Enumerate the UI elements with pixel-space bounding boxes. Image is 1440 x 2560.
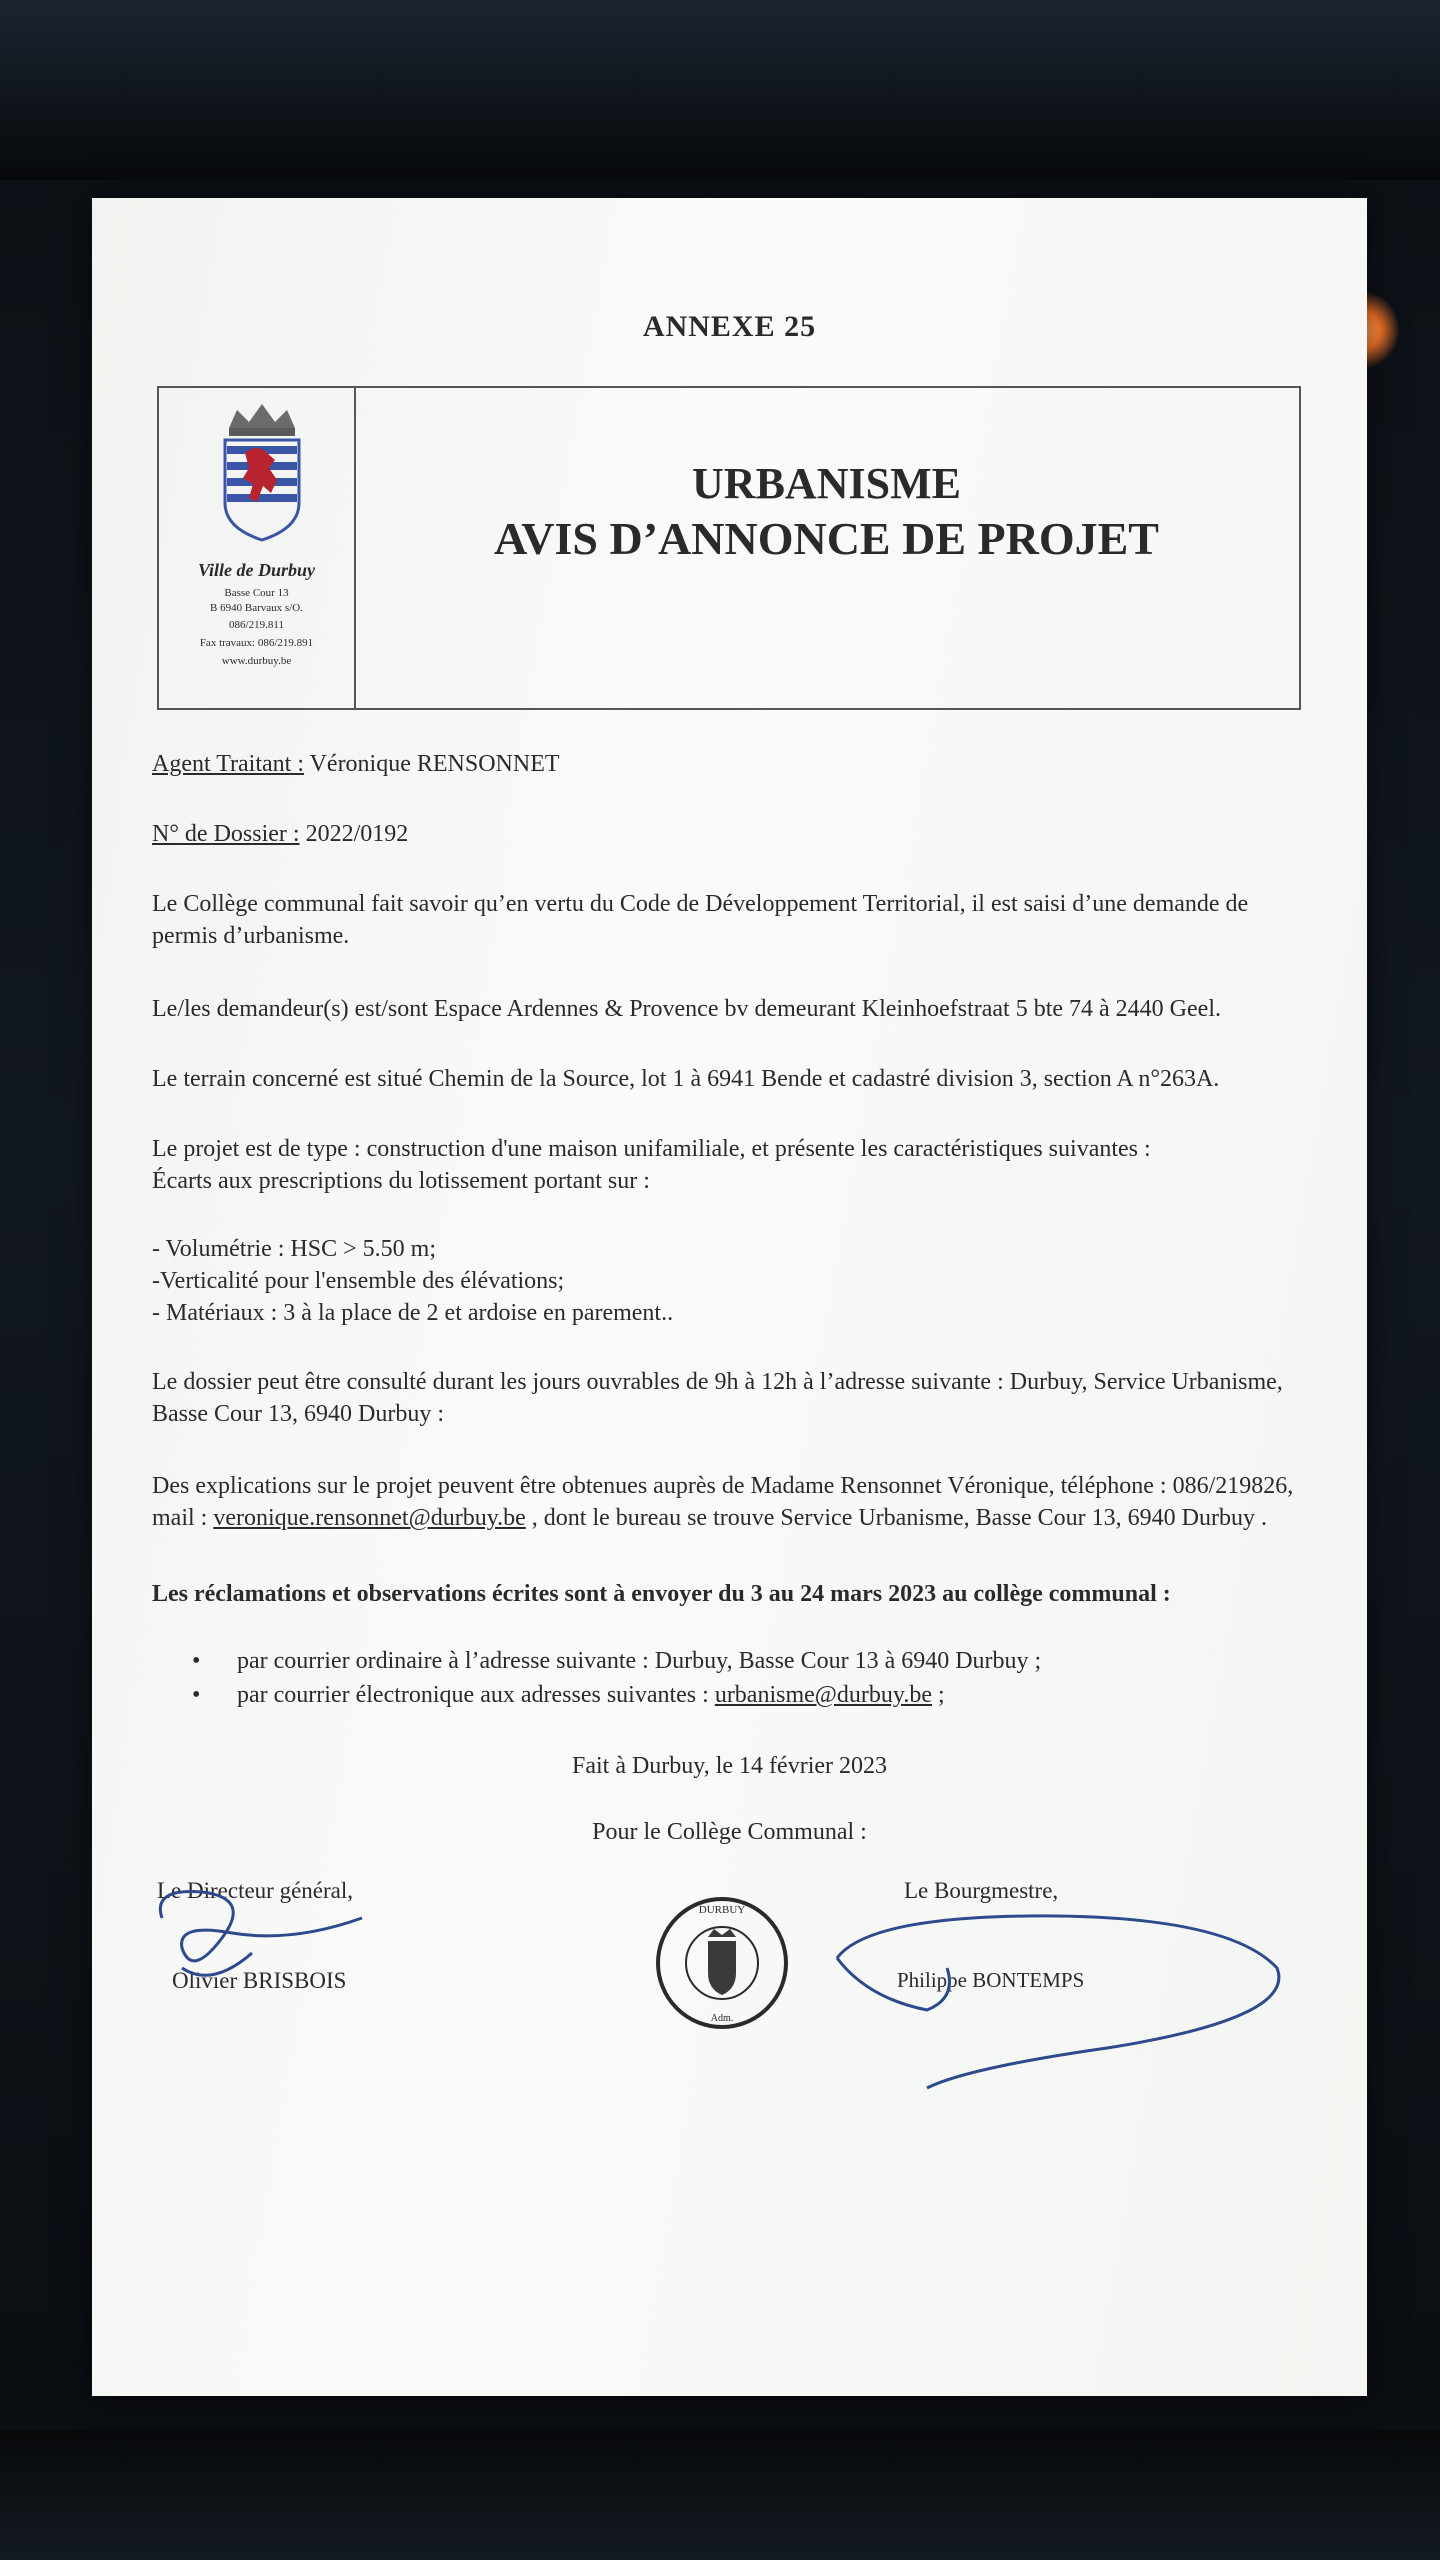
- date-place-line: Fait à Durbuy, le 14 février 2023: [571, 1753, 888, 1779]
- municipality-name: Ville de Durbuy: [197, 560, 315, 580]
- director-name: Olivier BRISBOIS: [172, 1968, 347, 1993]
- mayor-signature-icon: [807, 1898, 1287, 2098]
- project-type-line: Le projet est de type : construction d'une maison unifamiliale, et présente les caractéristiques suivantes :: [152, 1136, 1151, 1162]
- notice-document: [92, 198, 1367, 2396]
- annex-number: ANNEXE 25: [642, 310, 817, 343]
- complaint-channels-list: [192, 1644, 1307, 1712]
- email-channel-item: [192, 1678, 1307, 1712]
- dossier-label: N° de Dossier :: [152, 821, 300, 847]
- director-signature-icon: [142, 1878, 382, 2008]
- agent-label: Agent Traitant :: [152, 751, 305, 777]
- website-line: www.durbuy.be: [221, 655, 292, 667]
- document-subtitle: AVIS D’ANNONCE DE PROJET: [494, 513, 1159, 564]
- land-paragraph: Le terrain concerné est situé Chemin de la Source, lot 1 à 6941 Bende et cadastré division 3, section A n°263A.: [152, 1066, 1220, 1092]
- document-title: URBANISME: [692, 459, 961, 508]
- fax-line: Fax travaux: 086/219.891: [199, 637, 314, 649]
- college-line: Pour le Collège Communal :: [592, 1819, 867, 1845]
- address-line: Basse Cour 13: [224, 587, 289, 599]
- document-header: [157, 386, 1301, 710]
- agent-line: [152, 748, 1307, 780]
- mayor-name: Philippe BONTEMPS: [897, 1968, 1085, 1992]
- contact-email-link[interactable]: veronique.rensonnet@durbuy.be: [213, 1505, 526, 1531]
- deviation-item: - Matériaux : 3 à la place de 2 et ardoise en parement..: [152, 1300, 674, 1326]
- complaints-heading: Les réclamations et observations écrites sont à envoyer du 3 au 24 mars 2023 au collège communal :: [152, 1581, 1171, 1607]
- contact-text: Des explications sur le projet peuvent être obtenues auprès de Madame Rensonnet Véronique, téléphone : 086/219826, mail :: [152, 1473, 1294, 1531]
- urbanisme-email-link[interactable]: urbanisme@durbuy.be: [714, 1682, 932, 1708]
- municipality-logo-block: [159, 388, 356, 708]
- official-stamp-icon: [652, 1893, 792, 2033]
- director-title: Le Directeur général,: [157, 1878, 354, 1903]
- contact-text-end: , dont le bureau se trouve Service Urbanisme, Basse Cour 13, 6940 Durbuy .: [525, 1505, 1267, 1531]
- deviation-item: - Volumétrie : HSC > 5.50 m;: [152, 1236, 436, 1262]
- svg-text:Adm.: Adm.: [710, 2013, 734, 2024]
- email-channel-text: par courrier électronique aux adresses suivantes :: [237, 1682, 715, 1708]
- postal-channel-item: • par courrier ordinaire à l’adresse suivante : Durbuy, Basse Cour 13 à 6940 Durbuy ;: [192, 1644, 1307, 1678]
- applicant-paragraph: Le/les demandeur(s) est/sont Espace Ardennes & Provence bv demeurant Kleinhoefstraat 5 bte 74 à 2440 Geel.: [152, 996, 1221, 1022]
- phone-line: 086/219.811: [229, 619, 284, 631]
- email-channel-end: ;: [931, 1682, 945, 1708]
- screen-frame-top: [0, 0, 1440, 180]
- deviations-intro: Écarts aux prescriptions du lotissement portant sur :: [152, 1168, 650, 1194]
- svg-text:DURBUY: DURBUY: [698, 1904, 746, 1916]
- address-line: B 6940 Barvaux s/O.: [210, 602, 303, 614]
- consultation-paragraph: Le dossier peut être consulté durant les jours ouvrables de 9h à 12h à l’adresse suivante : Durbuy, Service Urbanisme, Basse Cour 13, 6940 Durbuy :: [152, 1369, 1283, 1427]
- dossier-line: [152, 818, 1307, 850]
- title-block: [354, 388, 1299, 708]
- agent-value: Véronique RENSONNET: [304, 751, 560, 777]
- contact-paragraph: [152, 1470, 1307, 1534]
- deviation-item: -Verticalité pour l'ensemble des élévations;: [152, 1268, 565, 1294]
- dossier-value: 2022/0192: [299, 821, 409, 847]
- intro-paragraph: Le Collège communal fait savoir qu’en vertu du Code de Développement Territorial, il est saisi d’une demande de permis d’urbanisme.: [152, 891, 1249, 949]
- screen-frame-bottom: [0, 2430, 1440, 2560]
- coat-of-arms-icon: [217, 398, 307, 548]
- mayor-title: Le Bourgmestre,: [904, 1878, 1059, 1903]
